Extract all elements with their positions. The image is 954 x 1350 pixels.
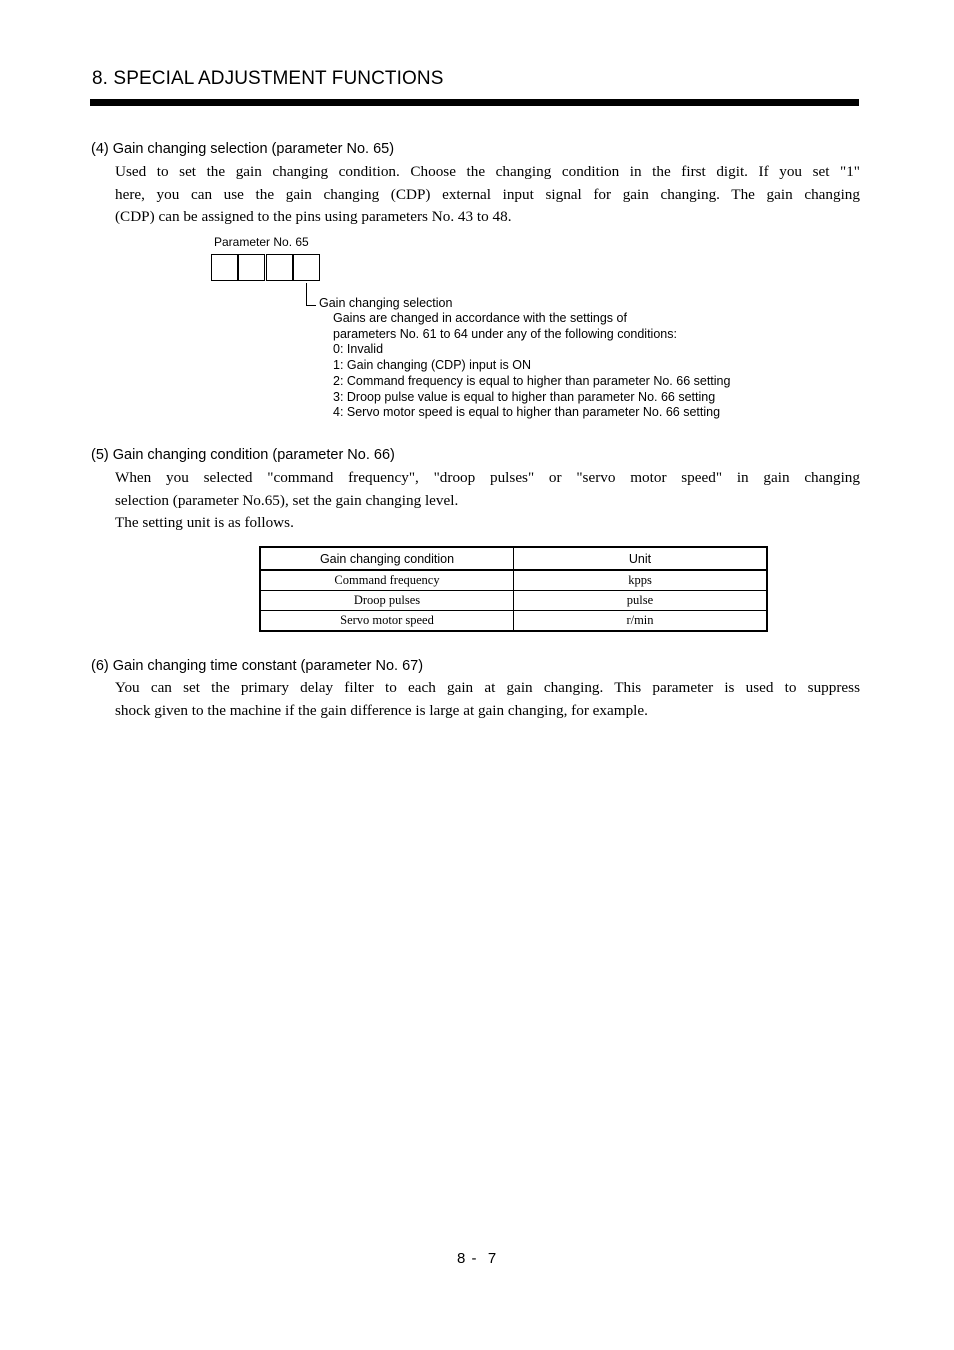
section-5-heading: (5) Gain changing condition (parameter No. 66) xyxy=(91,447,395,463)
digit-box xyxy=(266,254,293,281)
page-number: 8 - 7 xyxy=(457,1250,498,1267)
table-row xyxy=(260,570,767,591)
option-line: 0: Invalid xyxy=(333,342,384,357)
option-line: parameters No. 61 to 64 under any of the following conditions: xyxy=(333,326,677,341)
section-6-heading: (6) Gain changing time constant (parameter No. 67) xyxy=(91,658,424,674)
unit-table xyxy=(259,546,768,632)
option-line: 4: Servo motor speed is equal to higher than parameter No. 66 setting xyxy=(333,405,721,420)
option-line: 2: Command frequency is equal to higher than parameter No. 66 setting xyxy=(333,373,731,388)
paragraph-line: When you selected "command frequency", "droop pulses" or "servo motor speed" in gain changing xyxy=(115,469,860,486)
digit-box-first-digit xyxy=(293,254,320,281)
table-cell: r/min xyxy=(514,611,768,632)
paragraph-line: Used to set the gain changing condition. Choose the changing condition in the first digit. If you set "1" xyxy=(115,163,860,180)
table-cell: pulse xyxy=(514,591,768,611)
page-title: 8. SPECIAL ADJUSTMENT FUNCTIONS xyxy=(92,68,444,89)
digit-box xyxy=(238,254,265,281)
paragraph-line: shock given to the machine if the gain difference is large at gain changing, for example. xyxy=(115,701,648,719)
table-cell: Droop pulses xyxy=(260,591,514,611)
table-cell: Servo motor speed xyxy=(260,611,514,632)
section-4-heading: (4) Gain changing selection (parameter No. 65) xyxy=(91,141,395,157)
paragraph-line: The setting unit is as follows. xyxy=(115,514,294,531)
paragraph-line: (CDP) can be assigned to the pins using parameters No. 43 to 48. xyxy=(115,208,512,225)
option-line: 1: Gain changing (CDP) input is ON xyxy=(333,358,532,373)
header-rule xyxy=(90,99,859,106)
section-4-paragraph xyxy=(115,161,860,229)
digit-box xyxy=(211,254,238,281)
column-header: Gain changing condition xyxy=(260,547,514,570)
paragraph-line: here, you can use the gain changing (CDP) external input signal for gain changing. The gain changing xyxy=(115,185,860,203)
paragraph-line: You can set the primary delay filter to each gain at gain changing. This parameter is used to suppress xyxy=(115,679,860,696)
leader-line xyxy=(306,283,307,306)
option-line: 3: Droop pulse value is equal to higher than parameter No. 66 setting xyxy=(333,389,716,404)
table-row xyxy=(260,611,767,632)
leader-line xyxy=(306,305,316,306)
table-header-row xyxy=(260,547,767,570)
option-line: Gains are changed in accordance with the settings of xyxy=(333,311,627,325)
section-6-paragraph xyxy=(115,677,860,722)
selection-options xyxy=(333,311,730,421)
table-cell: Command frequency xyxy=(260,570,514,591)
table-row xyxy=(260,591,767,611)
column-header: Unit xyxy=(514,547,768,570)
section-5-paragraph xyxy=(115,467,860,535)
paragraph-line: selection (parameter No.65), set the gain changing level. xyxy=(115,491,459,509)
selection-title: Gain changing selection xyxy=(319,296,453,310)
table-cell: kpps xyxy=(514,570,768,591)
parameter-label: Parameter No. 65 xyxy=(214,235,309,249)
